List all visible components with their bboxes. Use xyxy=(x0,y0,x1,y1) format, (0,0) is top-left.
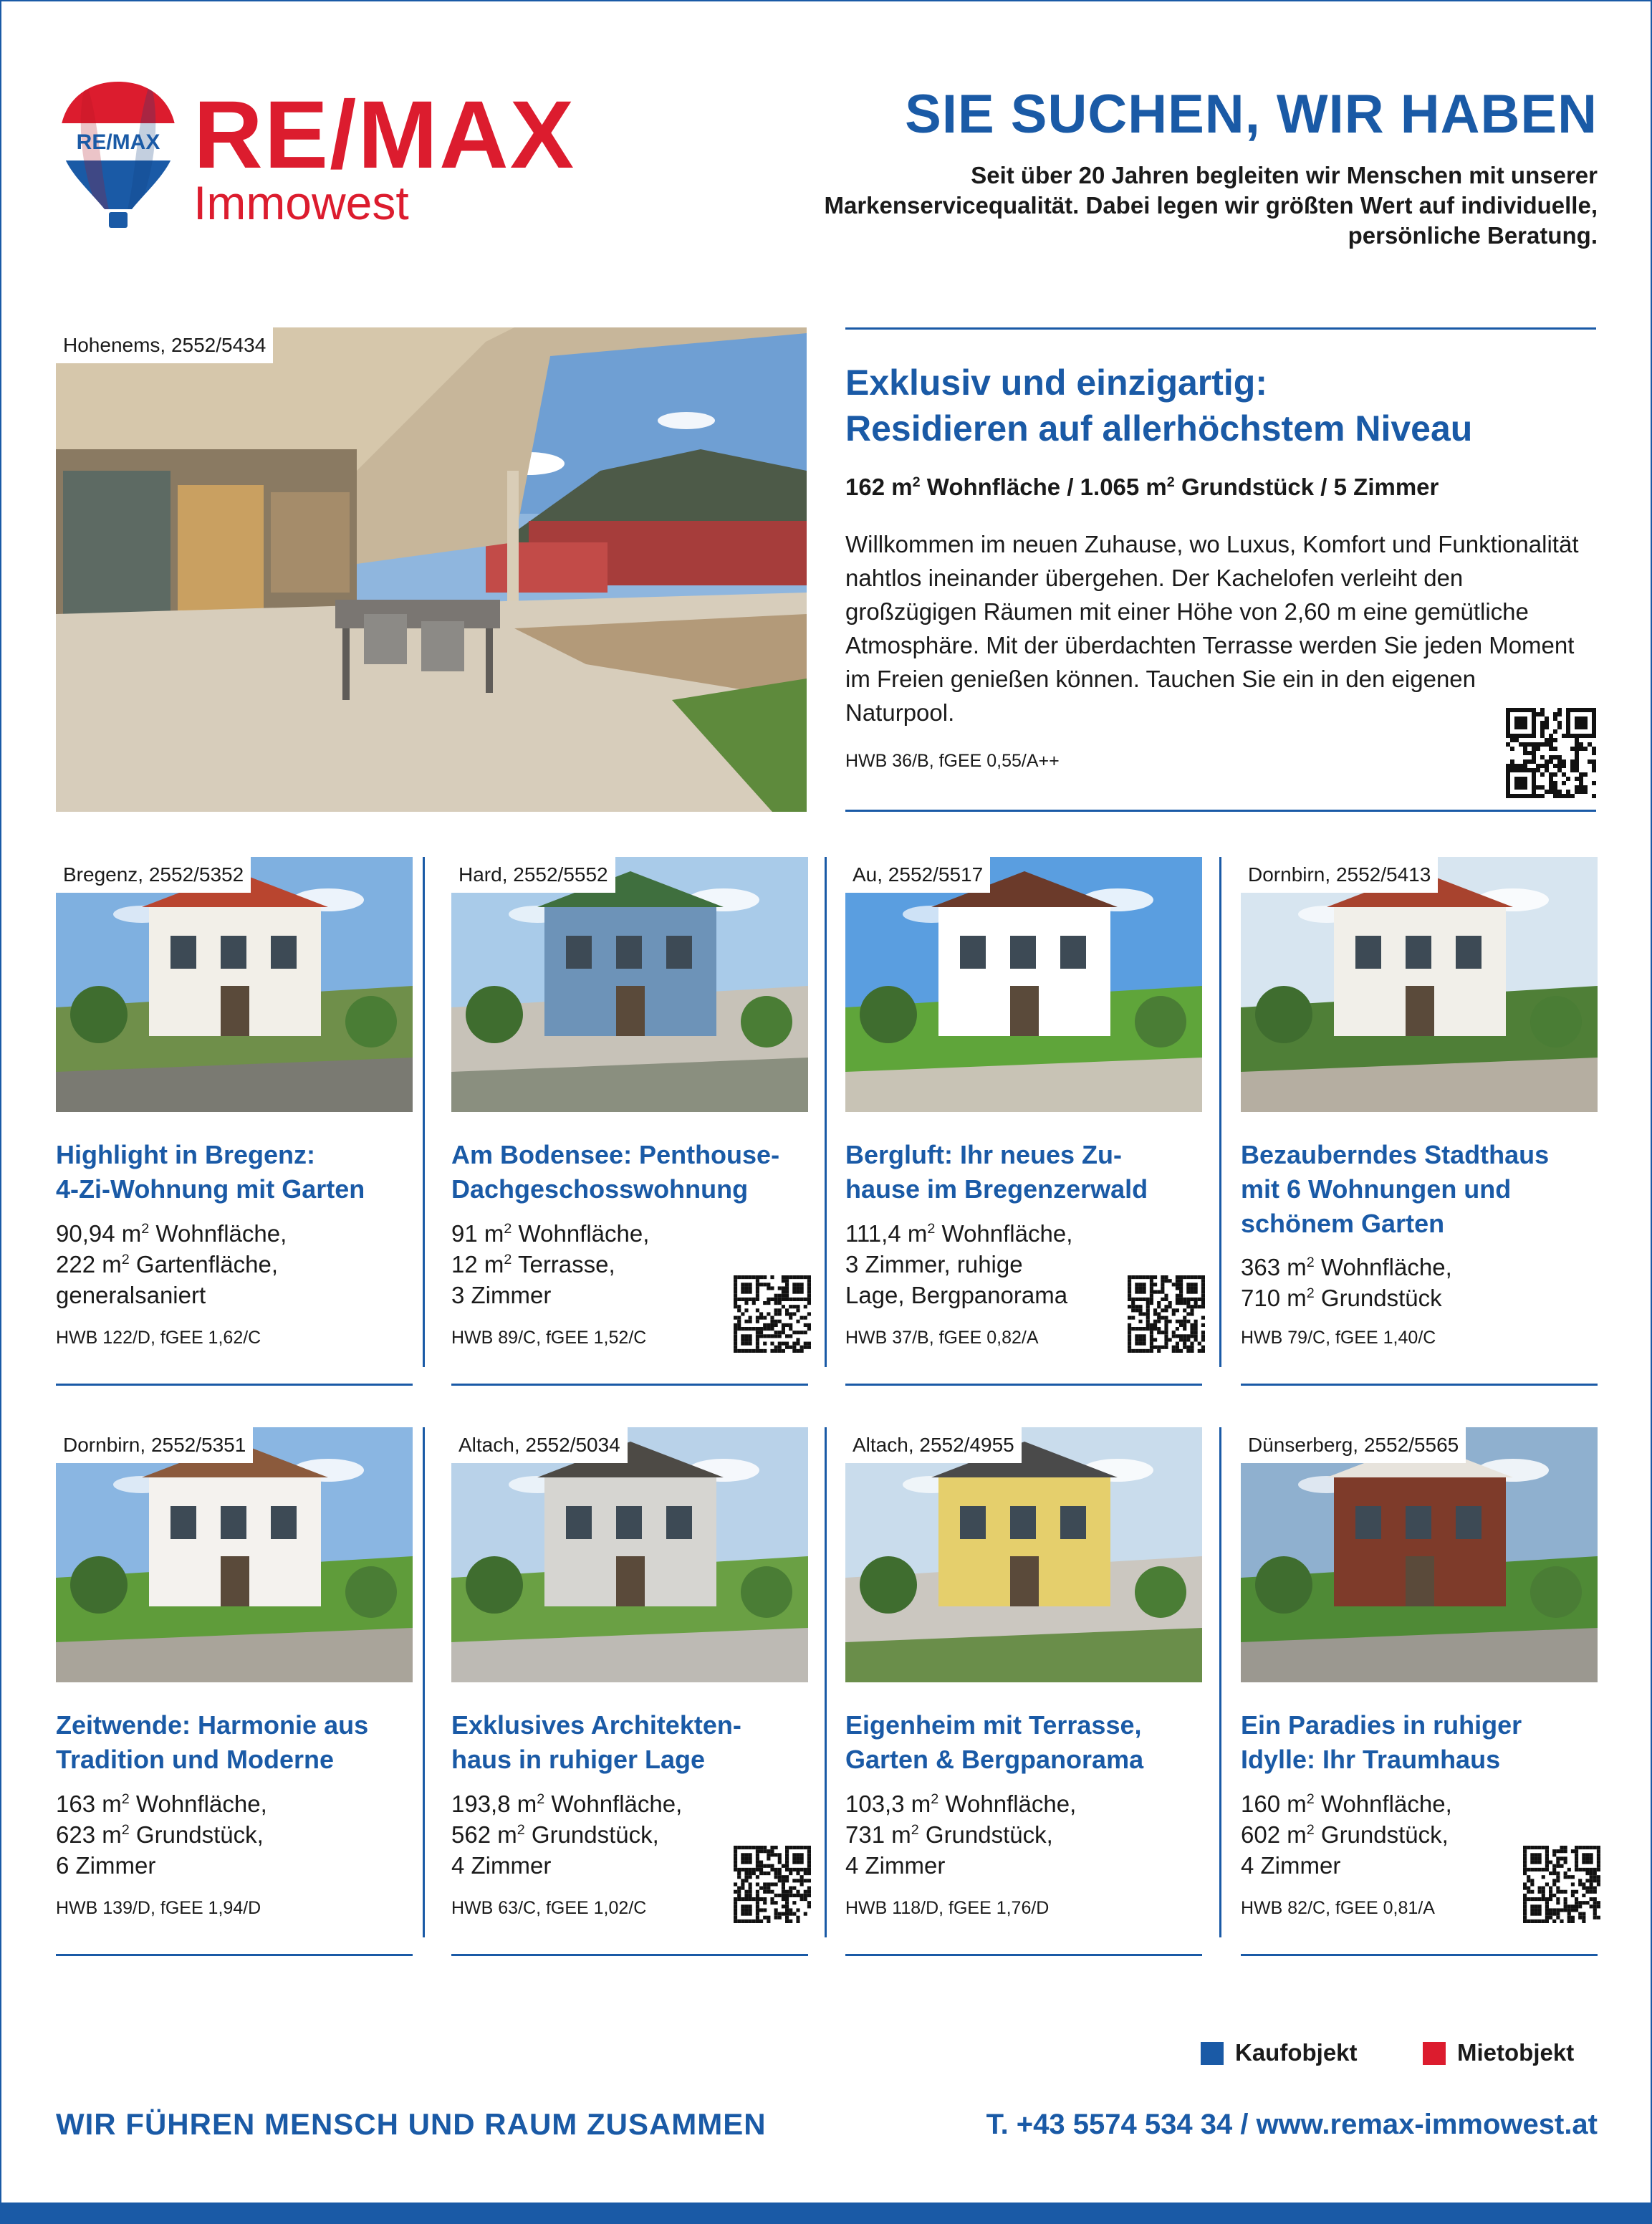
listing-photo[interactable] xyxy=(451,857,808,1112)
listing-title xyxy=(56,1138,414,1207)
location-tag: Dornbirn, 2552/5351 xyxy=(56,1427,253,1463)
property-image xyxy=(845,1427,1202,1682)
column-separator xyxy=(423,857,425,1367)
logo-subtitle: Immowest xyxy=(193,176,409,229)
hot-air-balloon-icon xyxy=(57,79,179,233)
facts-line: Lage, Bergpanorama xyxy=(845,1282,1068,1308)
logo-wordmark: RE/MAX xyxy=(193,82,576,188)
column-separator xyxy=(825,857,827,1367)
divider xyxy=(1241,1954,1598,1956)
listing-title-line: Garten & Bergpanorama xyxy=(845,1745,1144,1774)
listing-photo[interactable] xyxy=(845,1427,1202,1682)
energy-rating: HWB 89/C, fGEE 1,52/C xyxy=(451,1328,647,1348)
qr-code-icon[interactable] xyxy=(1506,708,1596,798)
listing-title-line: schönem Garten xyxy=(1241,1209,1445,1238)
featured-title xyxy=(845,360,1590,451)
listing-photo[interactable] xyxy=(451,1427,808,1682)
location-tag: Hohenems, 2552/5434 xyxy=(56,327,273,363)
facts-line: 90,94 $m^2$ Wohnfläche, xyxy=(56,1220,287,1247)
facts-line: 710 $m^2$ Grundstück xyxy=(1241,1285,1442,1311)
facts-line: 6 Zimmer xyxy=(56,1852,156,1879)
property-image xyxy=(451,1427,808,1682)
listing-photo[interactable] xyxy=(1241,1427,1598,1682)
column-separator xyxy=(423,1427,425,1937)
energy-rating: HWB 79/C, fGEE 1,40/C xyxy=(1241,1328,1436,1348)
facts-line: 562 $m^2$ Grundstück, xyxy=(451,1821,659,1848)
facts-line: 103,3 $m^2$ Wohnfläche, xyxy=(845,1791,1077,1817)
listing-title-line: Dachgeschosswohnung xyxy=(451,1174,749,1204)
listing-title xyxy=(845,1138,1204,1207)
facts-line: 4 Zimmer xyxy=(451,1852,552,1879)
listing-title xyxy=(1241,1138,1599,1241)
energy-rating: HWB 82/C, fGEE 0,81/A xyxy=(1241,1898,1435,1918)
qr-code-icon[interactable] xyxy=(734,1846,811,1923)
facts-line: 222 $m^2$ Gartenfläche, xyxy=(56,1251,279,1278)
listing-title-line: Eigenheim mit Terrasse, xyxy=(845,1710,1142,1740)
listing-title xyxy=(451,1708,810,1777)
listing-facts xyxy=(56,1788,414,1881)
divider xyxy=(56,1384,413,1386)
legend-label: Mietobjekt xyxy=(1457,2039,1575,2066)
listing-title-line: Exklusives Architekten- xyxy=(451,1710,741,1740)
listing-photo[interactable] xyxy=(845,857,1202,1112)
listing-title xyxy=(1241,1708,1599,1777)
location-tag: Dünserberg, 2552/5565 xyxy=(1241,1427,1466,1463)
listing-title-line: Am Bodensee: Penthouse- xyxy=(451,1140,780,1169)
facts-line: 12 $m^2$ Terrasse, xyxy=(451,1251,615,1278)
listing-title-line: haus in ruhiger Lage xyxy=(451,1745,706,1774)
page-headline: SIE SUCHEN, WIR HABEN xyxy=(905,84,1598,145)
property-image xyxy=(451,857,808,1112)
listing-facts xyxy=(56,1218,414,1310)
facts-line: 160 $m^2$ Wohnfläche, xyxy=(1241,1791,1452,1817)
energy-rating: HWB 118/D, fGEE 1,76/D xyxy=(845,1898,1050,1918)
facts-line: 602 $m^2$ Grundstück, xyxy=(1241,1821,1449,1848)
featured-photo[interactable] xyxy=(56,327,807,812)
footer-contact[interactable]: T. +43 5574 534 34 / www.remax-immowest.at xyxy=(986,2109,1598,2140)
facts-line: generalsaniert xyxy=(56,1282,206,1308)
energy-rating: HWB 37/B, fGEE 0,82/A xyxy=(845,1328,1039,1348)
divider xyxy=(845,1954,1202,1956)
terrace-image xyxy=(56,327,807,812)
facts-line: 623 $m^2$ Grundstück, xyxy=(56,1821,264,1848)
listing-title-line: Tradition und Moderne xyxy=(56,1745,334,1774)
divider xyxy=(451,1384,808,1386)
remax-logo[interactable] xyxy=(57,79,587,236)
column-separator xyxy=(825,1427,827,1937)
property-image xyxy=(1241,1427,1598,1682)
qr-code-icon[interactable] xyxy=(734,1275,811,1353)
listing-title xyxy=(845,1708,1204,1777)
facts-line: 363 $m^2$ Wohnfläche, xyxy=(1241,1254,1452,1280)
bottom-bar xyxy=(0,2203,1652,2224)
facts-line: 4 Zimmer xyxy=(1241,1852,1341,1879)
divider xyxy=(845,1384,1202,1386)
listing-facts xyxy=(845,1788,1204,1881)
featured-title-line: Exklusiv und einzigartig: xyxy=(845,363,1267,403)
property-image xyxy=(56,1427,413,1682)
listing-title-line: hause im Bregenzerwald xyxy=(845,1174,1148,1204)
legend-rent xyxy=(1423,2040,1595,2066)
listing-title-line: Bergluft: Ihr neues Zu- xyxy=(845,1140,1122,1169)
qr-code-icon[interactable] xyxy=(1523,1846,1600,1923)
location-tag: Altach, 2552/4955 xyxy=(845,1427,1022,1463)
intro-text: Seit über 20 Jahren begleiten wir Menschen mit unserer Markenservicequalität. Dabei legen wir größten Wert auf individuelle, persönliche Beratung. xyxy=(824,162,1598,249)
listing-title-line: Idylle: Ihr Traumhaus xyxy=(1241,1745,1501,1774)
facts-line: 4 Zimmer xyxy=(845,1852,946,1879)
energy-rating: HWB 122/D, fGEE 1,62/C xyxy=(56,1328,261,1348)
balloon-text: RE/MAX xyxy=(76,130,160,154)
column-separator xyxy=(1219,857,1221,1367)
energy-rating: HWB 139/D, fGEE 1,94/D xyxy=(56,1898,261,1918)
facts-line: 3 Zimmer xyxy=(451,1282,552,1308)
facts-line: 163 $m^2$ Wohnfläche, xyxy=(56,1791,267,1817)
facts-line: 91 $m^2$ Wohnfläche, xyxy=(451,1220,650,1247)
facts-line: 111,4 $m^2$ Wohnfläche, xyxy=(845,1220,1073,1247)
listing-title-line: 4-Zi-Wohnung mit Garten xyxy=(56,1174,365,1204)
facts-line: 193,8 $m^2$ Wohnfläche, xyxy=(451,1791,683,1817)
location-tag: Altach, 2552/5034 xyxy=(451,1427,628,1463)
energy-rating: HWB 36/B, fGEE 0,55/A++ xyxy=(845,751,1060,771)
listing-title-line: mit 6 Wohnungen und xyxy=(1241,1174,1512,1204)
featured-title-line: Residieren auf allerhöchstem Niveau xyxy=(845,408,1473,449)
divider xyxy=(1241,1384,1598,1386)
featured-description: Willkommen im neuen Zuhause, wo Luxus, Komfort und Funktionalität nahtlos ineinander übergehen. Der Kachelofen verleiht den großzügigen Räumen mit einer Höhe von 2,60 m eine gemütliche Atmosphäre. Mit der überdachten Terrasse werden Sie jeden Moment im Freien genießen können. Tauchen Sie ein in den eigenen Naturpool. xyxy=(845,531,1579,726)
listing-photo[interactable] xyxy=(1241,857,1598,1112)
footer-slogan: WIR FÜHREN MENSCH UND RAUM ZUSAMMEN xyxy=(56,2107,767,2141)
qr-code-icon[interactable] xyxy=(1128,1275,1205,1353)
listing-title xyxy=(56,1708,414,1777)
facts-line: 3 Zimmer, ruhige xyxy=(845,1251,1023,1278)
legend-buy xyxy=(1201,2040,1358,2066)
listing-title-line: Bezauberndes Stadthaus xyxy=(1241,1140,1550,1169)
property-image xyxy=(1241,857,1598,1112)
facts-line: 731 $m^2$ Grundstück, xyxy=(845,1821,1053,1848)
listing-facts xyxy=(1241,1252,1599,1313)
location-tag: Bregenz, 2552/5352 xyxy=(56,857,251,893)
listing-title xyxy=(451,1138,810,1207)
featured-facts: 162 $m^2$ Wohnfläche / 1.065 $m^2$ Grundstück / 5 Zimmer xyxy=(845,474,1439,500)
buy-swatch xyxy=(1201,2042,1224,2065)
divider xyxy=(56,1954,413,1956)
location-tag: Dornbirn, 2552/5413 xyxy=(1241,857,1438,893)
divider xyxy=(451,1954,808,1956)
column-separator xyxy=(1219,1427,1221,1937)
property-image xyxy=(56,857,413,1112)
listing-photo[interactable] xyxy=(56,857,413,1112)
energy-rating: HWB 63/C, fGEE 1,02/C xyxy=(451,1898,647,1918)
rent-swatch xyxy=(1423,2042,1446,2065)
featured-listing xyxy=(845,327,1596,812)
listing-title-line: Highlight in Bregenz: xyxy=(56,1140,315,1169)
listing-photo[interactable] xyxy=(56,1427,413,1682)
property-image xyxy=(845,857,1202,1112)
listing-title-line: Zeitwende: Harmonie aus xyxy=(56,1710,369,1740)
location-tag: Au, 2552/5517 xyxy=(845,857,990,893)
legend-label: Kaufobjekt xyxy=(1235,2039,1358,2066)
listing-title-line: Ein Paradies in ruhiger xyxy=(1241,1710,1522,1740)
location-tag: Hard, 2552/5552 xyxy=(451,857,615,893)
